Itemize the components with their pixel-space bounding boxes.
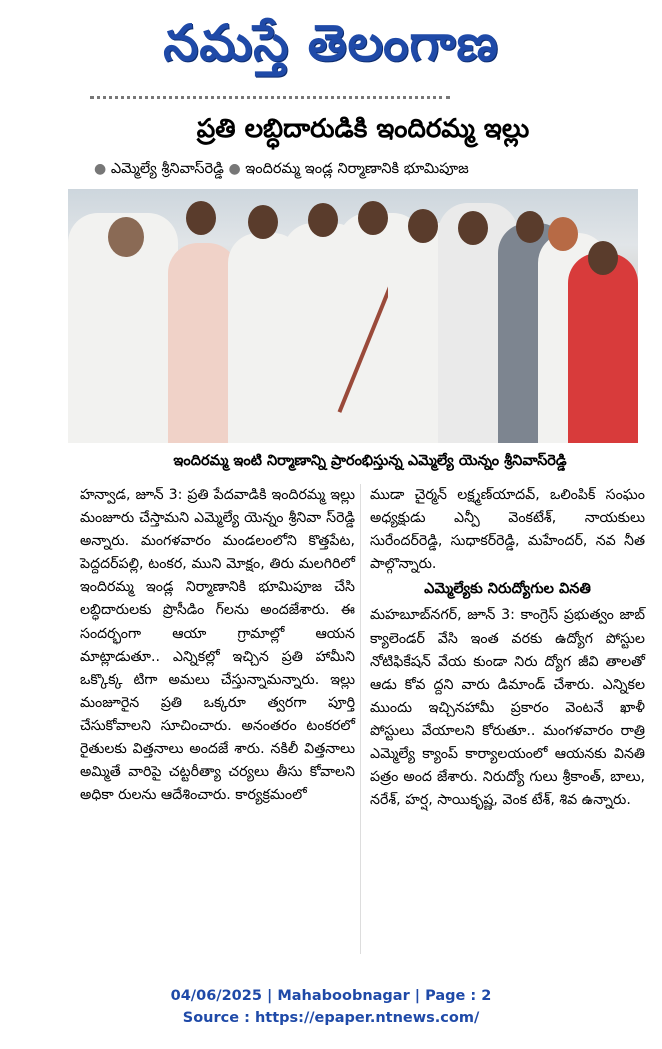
photo-caption: ఇందిరమ్మ ఇంటి నిర్మాణాన్ని ప్రారంభిస్తున్న ఎమ్మెల్యే యెన్నం శ్రీనివాస్‌రెడ్డి xyxy=(173,453,567,469)
right-column-text-top: ముడా చైర్మన్ లక్ష్మణ్‌యాదవ్, ఒలింపిక్ సంఘం అధ్యక్షుడు ఎన్పీ వెంకటేశ్, నాయకులు సురేందర్‌రెడ్డి, సుధాకర్‌రెడ్డి, మహేందర్, నవ నీత పాల్గొన్నారు. xyxy=(370,487,645,573)
masthead-title: నమస్తే తెలంగాణ xyxy=(163,14,499,72)
right-subhead: ఎమ్మెల్యేకు నిరుద్యోగుల వినతి xyxy=(424,581,591,598)
article-subheads xyxy=(94,156,654,182)
article-left-column xyxy=(80,484,355,807)
right-column-text-bottom: మహబూబ్‌నగర్, జూన్ 3: కాంగ్రెస్ ప్రభుత్వం జాబ్ క్యాలెండర్ వేసి ఇంత వరకు ఉద్యోగ పోస్టుల నోటిఫికేషన్ వేయ కుండా నిరు ద్యోగ జీవి తాలతో ఆడు కోవ ద్దని వారు డిమాండ్ చేశారు. ఎన్నికల ముందు ఇచ్చినహామీ ప్రకారం వెంటనే ఖాళీ పోస్టులు వేయాలని కోరుతూ.. మంగళవారం రాత్రి ఎమ్మెల్యే క్యాంప్ కార్యాలయంలో ఆయనకు వినతి పత్రం అంద జేశారు. నిరుద్యో గులు శ్రీకాంత్, బాలు, నరేశ్, హర్ష, సాయికృష్ణ, వెంక టేశ్, శివ ఉన్నారు. xyxy=(370,607,645,809)
article-photo xyxy=(68,189,638,443)
subhead-1: ఎమ్మెల్యే శ్రీనివాస్‌రెడ్డి xyxy=(110,161,224,177)
footer-date-edition: 04/06/2025 | Mahaboobnagar | Page : 2 xyxy=(170,988,492,1004)
subhead-2: ఇందిరమ్మ ఇండ్ల నిర్మాణానికి భూమిపూజ xyxy=(245,161,469,177)
bullet-icon: ● xyxy=(228,161,241,177)
article-right-column xyxy=(370,484,645,812)
masthead xyxy=(0,8,662,78)
divider-dots xyxy=(90,96,450,105)
bullet-icon: ● xyxy=(94,161,107,177)
left-column-text: హన్వాడ, జూన్ 3: ప్రతి పేదవాడికి ఇందిరమ్మ ఇల్లు మంజూరు చేస్తామని ఎమ్మెల్యే యెన్నం శ్రీనివా స్‌రెడ్డి అన్నారు. మంగళవారం మండలంలోని కొత్తపేట, పెద్దదర్‌పల్లి, టంకర, ముని మోక్షం, తిరు మలగిరిలో ఇందిరమ్మ ఇండ్ల నిర్మాణానికి భూమిపూజ చేసి లబ్ధిదారులకు ప్రొసీడిం గ్‌లను అందజేశారు. ఈ సందర్భంగా ఆయా గ్రామాల్లో ఆయన మాట్లాడుతూ.. ఎన్నికల్లో ఇచ్చిన ప్రతి హామీని ఒక్కొక్క టిగా అమలు చేస్తున్నామన్నారు. ఇల్లు మంజూరైన ప్రతి ఒక్కరూ త్వరగా పూర్తి చేసుకోవాలని సూచించారు. అనంతరం టంకరలో రైతులకు విత్తనాలు అందజే శారు. నకిలీ విత్తనాలు అమ్మితే వారిపై చట్టరీత్యా చర్యలు తీసు కోవాలని అధికా రులను ఆదేశించారు. కార్యక్రమంలో xyxy=(80,487,355,804)
column-divider xyxy=(360,484,361,954)
article-headline: ప్రతి లబ్ధిదారుడికి ఇందిరమ్మ ఇల్లు xyxy=(196,114,530,144)
footer-source: Source : https://epaper.ntnews.com/ xyxy=(182,1010,480,1026)
